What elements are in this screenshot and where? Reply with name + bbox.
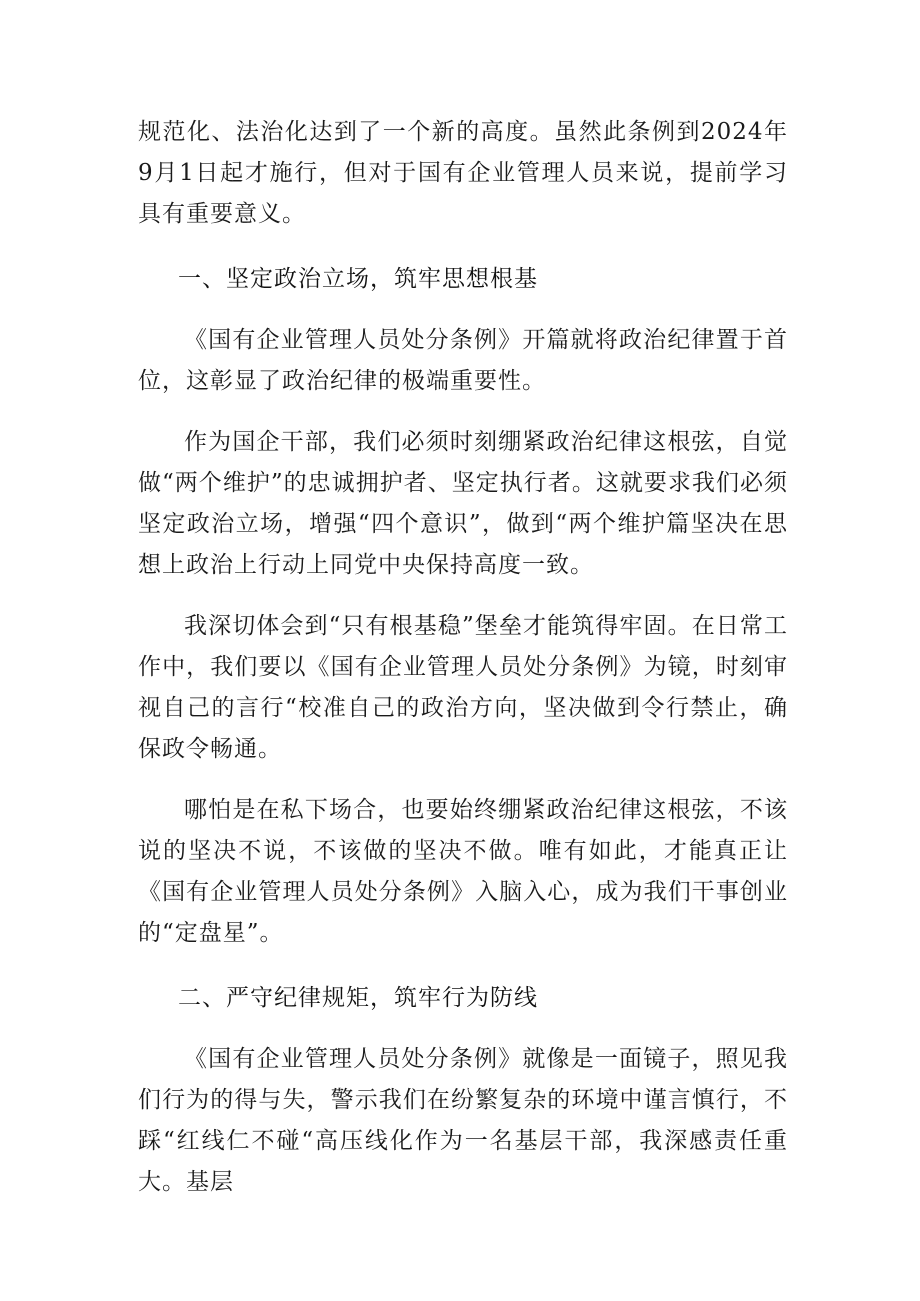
section-1-paragraph-1: 《国有企业管理人员处分条例》开篇就将政治纪律置于首位，这彰显了政治纪律的极端重要性。 (138, 327, 788, 394)
spacer (138, 586, 788, 606)
spacer (138, 402, 788, 422)
spacer (138, 235, 788, 259)
spacer (138, 1019, 788, 1039)
section-1-paragraph-3: 我深切体会到“只有根基稳”堡垒才能筑得牢固。在日常工作中，我们要以《国有企业管理人员处分条例》为镜，时刻审视自己的言行“校准自己的政治方向，坚决做到令行禁止，确保政令畅通。 (138, 613, 788, 762)
spacer (138, 300, 788, 320)
document-body (138, 112, 788, 1203)
section-2-paragraph-1: 《国有企业管理人员处分条例》就像是一面镜子，照见我们行为的得与失，警示我们在纷繁复杂的环境中谨言慎行，不踩“红线仁不碰“高压线化作为一名基层干部，我深感责任重大。基层 (138, 1046, 788, 1195)
section-1-heading: 一、坚定政治立场，筑牢思想根基 (178, 266, 538, 292)
section-1-paragraph-2: 作为国企干部，我们必须时刻绷紧政治纪律这根弦，自觉做“两个维护”的忠诚拥护者、坚定执行者。这就要求我们必须坚定政治立场，增强“四个意识”，做到“两个维护篇坚决在思想上政治上行动上同党中央保持高度一致。 (138, 429, 788, 578)
spacer (138, 770, 788, 790)
section-2-heading: 二、严守纪律规矩，筑牢行为防线 (178, 985, 538, 1011)
spacer (138, 954, 788, 978)
intro-paragraph: 规范化、法治化达到了一个新的高度。虽然此条例到2024年9月1日起才施行，但对于国有企业管理人员来说，提前学习具有重要意义。 (138, 119, 788, 227)
section-1-paragraph-4: 哪怕是在私下场合，也要始终绷紧政治纪律这根弦，不该说的坚决不说，不该做的坚决不做。唯有如此，才能真正让《国有企业管理人员处分条例》入脑入心，成为我们干事创业的“定盘星”。 (138, 797, 788, 946)
